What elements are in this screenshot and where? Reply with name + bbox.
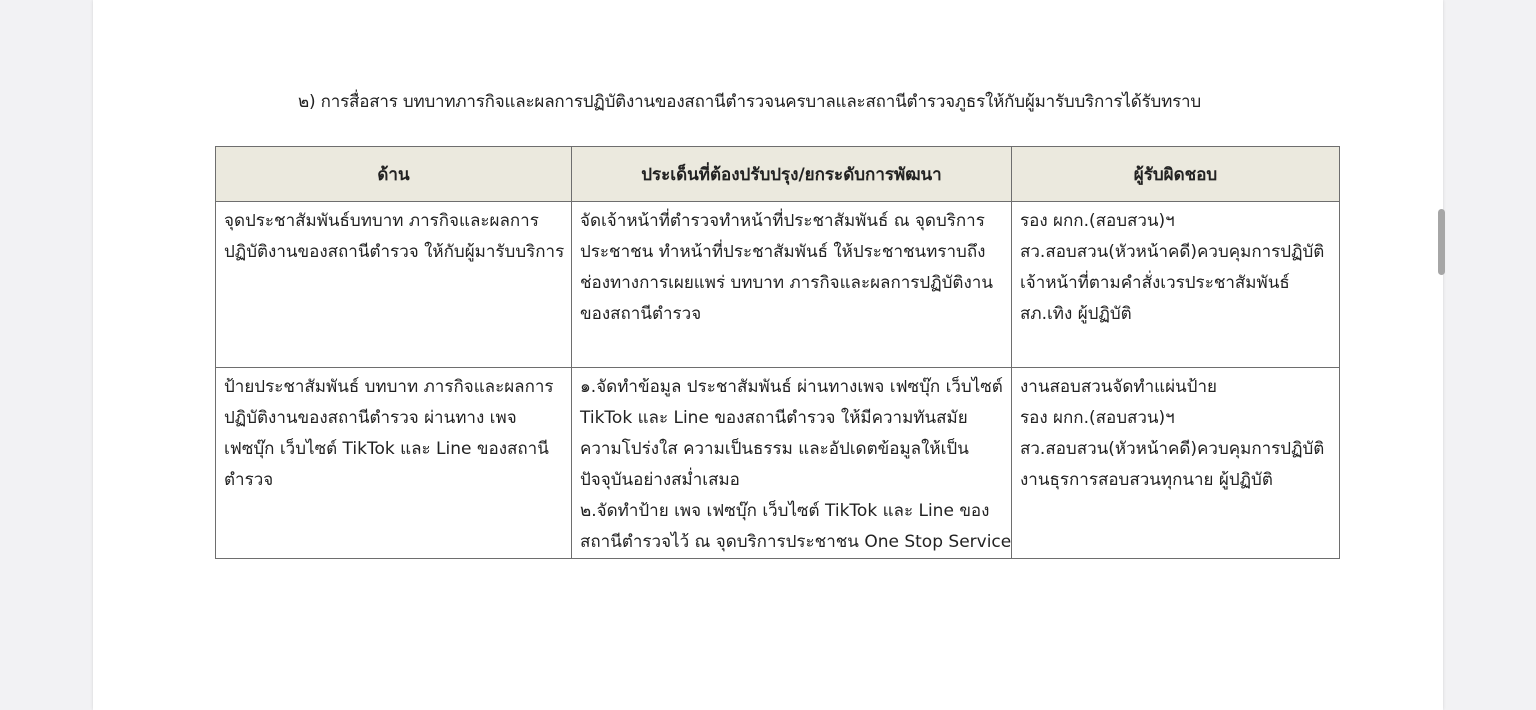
cell-line: รอง ผกก.(สอบสวน)ฯ [1020,211,1175,231]
header-aspect: ด้าน [216,147,572,202]
cell-line: รอง ผกก.(สอบสวน)ฯ [1020,408,1175,428]
header-responsible: ผู้รับผิดชอบ [1012,147,1340,202]
cell-line: ๑.จัดทำข้อมูล ประชาสัมพันธ์ ผ่านทางเพจ เฟซบุ๊ก เว็บไซต์ [580,377,1003,397]
cell-line: ตำรวจ [224,470,274,490]
cell-line: ปฏิบัติงานของสถานีตำรวจ ผ่านทาง เพจ [224,408,517,428]
cell-aspect [216,202,572,368]
cell-line: งานสอบสวนจัดทำแผ่นป้าย [1020,377,1217,397]
section-heading: ๒) การสื่อสาร บทบาทภารกิจและผลการปฏิบัติงานของสถานีตำรวจนครบาลและสถานีตำรวจภูธรให้กับผู้มารับบริการได้รับทราบ [298,92,1201,112]
cell-line: จุดประชาสัมพันธ์บทบาท ภารกิจและผลการ [224,211,539,231]
cell-line: งานธุรการสอบสวนทุกนาย ผู้ปฏิบัติ [1020,470,1273,490]
cell-line: ของสถานีตำรวจ [580,304,702,324]
table-header-row [216,147,1340,202]
cell-line: จัดเจ้าหน้าที่ตำรวจทำหน้าที่ประชาสัมพันธ์ ณ จุดบริการ [580,211,985,231]
cell-line: เฟซบุ๊ก เว็บไซต์ TikTok และ Line ของสถานี [224,439,549,459]
cell-line: ประชาชน ทำหน้าที่ประชาสัมพันธ์ ให้ประชาชนทราบถึง [580,242,986,262]
cell-line: TikTok และ Line ของสถานีตำรวจ ให้มีความทันสมัย [580,408,968,428]
cell-line: สถานีตำรวจไว้ ณ จุดบริการประชาชน One Stop Service [580,532,1012,552]
cell-line: เจ้าหน้าที่ตามคำสั่งเวรประชาสัมพันธ์ [1020,273,1290,293]
cell-line: ๒.จัดทำป้าย เพจ เฟซบุ๊ก เว็บไซต์ TikTok และ Line ของ [580,501,990,521]
cell-improvement [572,202,1012,368]
cell-line: ช่องทางการเผยแพร่ บทบาท ภารกิจและผลการปฏิบัติงาน [580,273,993,293]
header-improvement: ประเด็นที่ต้องปรับปรุง/ยกระดับการพัฒนา [572,147,1012,202]
table-row [216,368,1340,559]
cell-line: ปัจจุบันอย่างสม่ำเสมอ [580,470,740,490]
cell-line: สภ.เทิง ผู้ปฏิบัติ [1020,304,1132,324]
cell-line: ป้ายประชาสัมพันธ์ บทบาท ภารกิจและผลการ [224,377,554,397]
vertical-scrollbar[interactable] [1438,209,1445,275]
cell-improvement [572,368,1012,559]
cell-aspect [216,368,572,559]
table-row [216,202,1340,368]
cell-line: สว.สอบสวน(หัวหน้าคดี)ควบคุมการปฏิบัติ [1020,242,1325,262]
cell-line: ปฏิบัติงานของสถานีตำรวจ ให้กับผู้มารับบริการ [224,242,565,262]
cell-responsible [1012,368,1340,559]
cell-line: สว.สอบสวน(หัวหน้าคดี)ควบคุมการปฏิบัติ [1020,439,1325,459]
cell-line: ความโปร่งใส ความเป็นธรรม และอัปเดตข้อมูลให้เป็น [580,439,969,459]
document-page [93,0,1443,710]
cell-responsible [1012,202,1340,368]
improvement-table [215,146,1340,559]
